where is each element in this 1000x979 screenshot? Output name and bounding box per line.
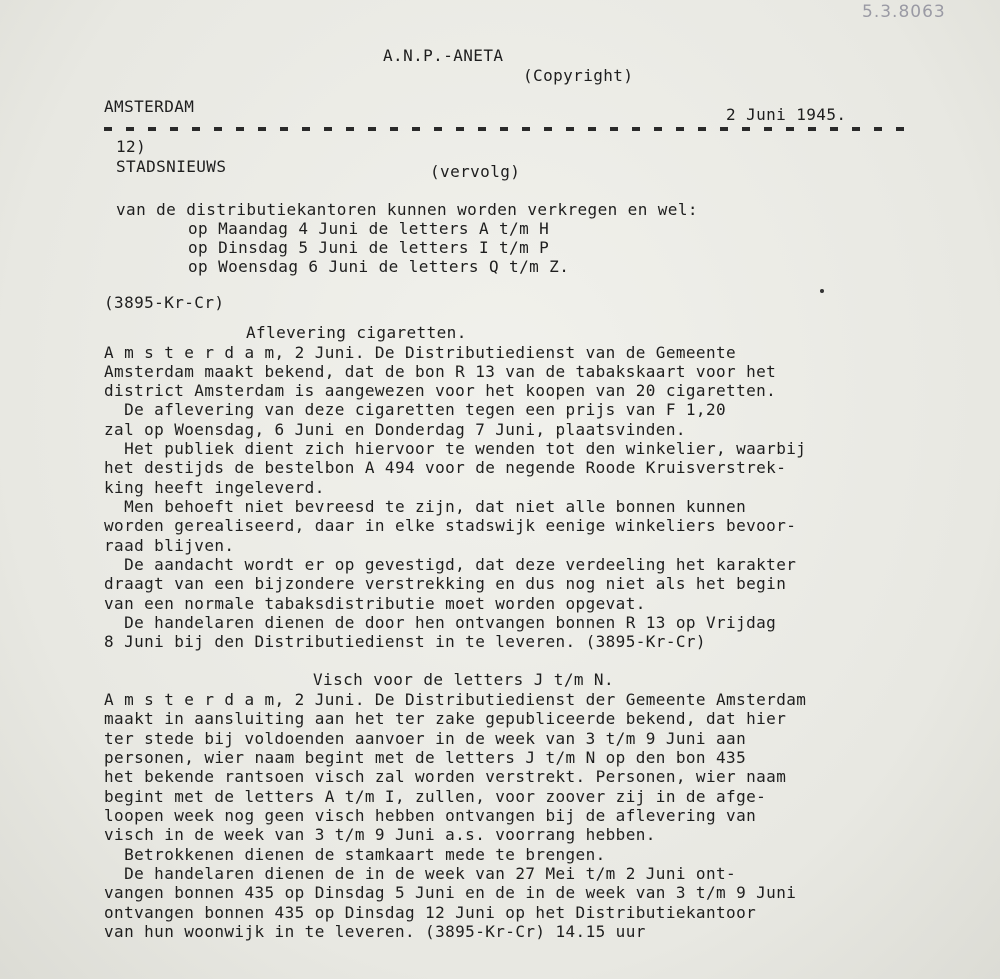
text-line: De aflevering van deze cigaretten tegen een prijs van F 1,20 [104,400,727,419]
text-line: van een normale tabaksdistributie moet worden opgevat. [104,594,646,613]
section-name: STADSNIEUWS [116,157,227,176]
text-line: De handelaren dienen de door hen ontvangen bonnen R 13 op Vrijdag [104,613,777,632]
copyright-note: (Copyright) [523,66,634,85]
intro-line: op Maandag 4 Juni de letters A t/m H [188,219,550,238]
text-line: vangen bonnen 435 op Dinsdag 5 Juni en de in de week van 3 t/m 9 Juni [104,883,797,902]
text-line: Betrokkenen dienen de stamkaart mede te brengen. [104,845,606,864]
text-line: het bekende rantsoen visch zal worden verstrekt. Personen, wier naam [104,767,787,786]
text-line: king heeft ingeleverd. [104,478,325,497]
text-line: van hun woonwijk in te leveren. (3895-Kr-Cr) 14.15 uur [104,922,646,941]
text-line: visch in de week van 3 t/m 9 Juni a.s. voorrang hebben. [104,825,656,844]
intro-line: op Dinsdag 5 Juni de letters I t/m P [188,238,550,257]
text-line: ter stede bij voldoenden aanvoer in de week van 3 t/m 9 Juni aan [104,729,747,748]
text-line: maakt in aansluiting aan het ter zake gepubliceerde bekend, dat hier [104,709,787,728]
text-line: Amsterdam maakt bekend, dat de bon R 13 van de tabakskaart voor het [104,362,777,381]
text-line: 8 Juni bij den Distributiedienst in te leveren. (3895-Kr-Cr) [104,632,706,651]
text-line: ontvangen bonnen 435 op Dinsdag 12 Juni op het Distributiekantoor [104,903,757,922]
text-line: Men behoeft niet bevreesd te zijn, dat niet alle bonnen kunnen [104,497,747,516]
agency-name: A.N.P.-ANETA [383,46,504,65]
archive-pencil-mark: 5.3.8063 [862,2,946,22]
text-line: district Amsterdam is aangewezen voor het koopen van 20 cigaretten. [104,381,777,400]
text-line: loopen week nog geen visch hebben ontvangen bij de aflevering van [104,806,757,825]
dateline-city: AMSTERDAM [104,97,195,116]
text-line: De handelaren dienen de in de week van 27 Mei t/m 2 Juni ont- [104,864,737,883]
reference-code: (3895-Kr-Cr) [104,293,225,312]
text-line: zal op Woensdag, 6 Juni en Donderdag 7 Juni, plaatsvinden. [104,420,686,439]
continuation-label: (vervolg) [430,162,521,181]
text-line: Het publiek dient zich hiervoor te wenden tot den winkelier, waarbij [104,439,807,458]
text-line: het destijds de bestelbon A 494 voor de negende Roode Kruisverstrek- [104,458,787,477]
separator-line [104,127,904,131]
text-line: begint met de letters A t/m I, zullen, voor zoover zij in de afge- [104,787,767,806]
text-line: A m s t e r d a m, 2 Juni. De Distributiedienst van de Gemeente [104,343,737,362]
text-line: A m s t e r d a m, 2 Juni. De Distributiedienst der Gemeente Amsterdam [104,690,807,709]
text-line: personen, wier naam begint met de letters J t/m N op den bon 435 [104,748,747,767]
bulletin-number: 12) [116,137,147,156]
article-title: Visch voor de letters J t/m N. [313,670,614,689]
text-line: De aandacht wordt er op gevestigd, dat deze verdeeling het karakter [104,555,797,574]
article-title: Aflevering cigaretten. [246,323,467,342]
text-line: worden gerealiseerd, daar in elke stadswijk eenige winkeliers bevoor- [104,516,797,535]
text-line: raad blijven. [104,536,235,555]
intro-line: van de distributiekantoren kunnen worden verkregen en wel: [116,200,698,219]
dateline-date: 2 Juni 1945. [726,105,847,124]
text-line: draagt van een bijzondere verstrekking en dus nog niet als het begin [104,574,787,593]
intro-line: op Woensdag 6 Juni de letters Q t/m Z. [188,257,570,276]
ink-speck [820,289,824,293]
